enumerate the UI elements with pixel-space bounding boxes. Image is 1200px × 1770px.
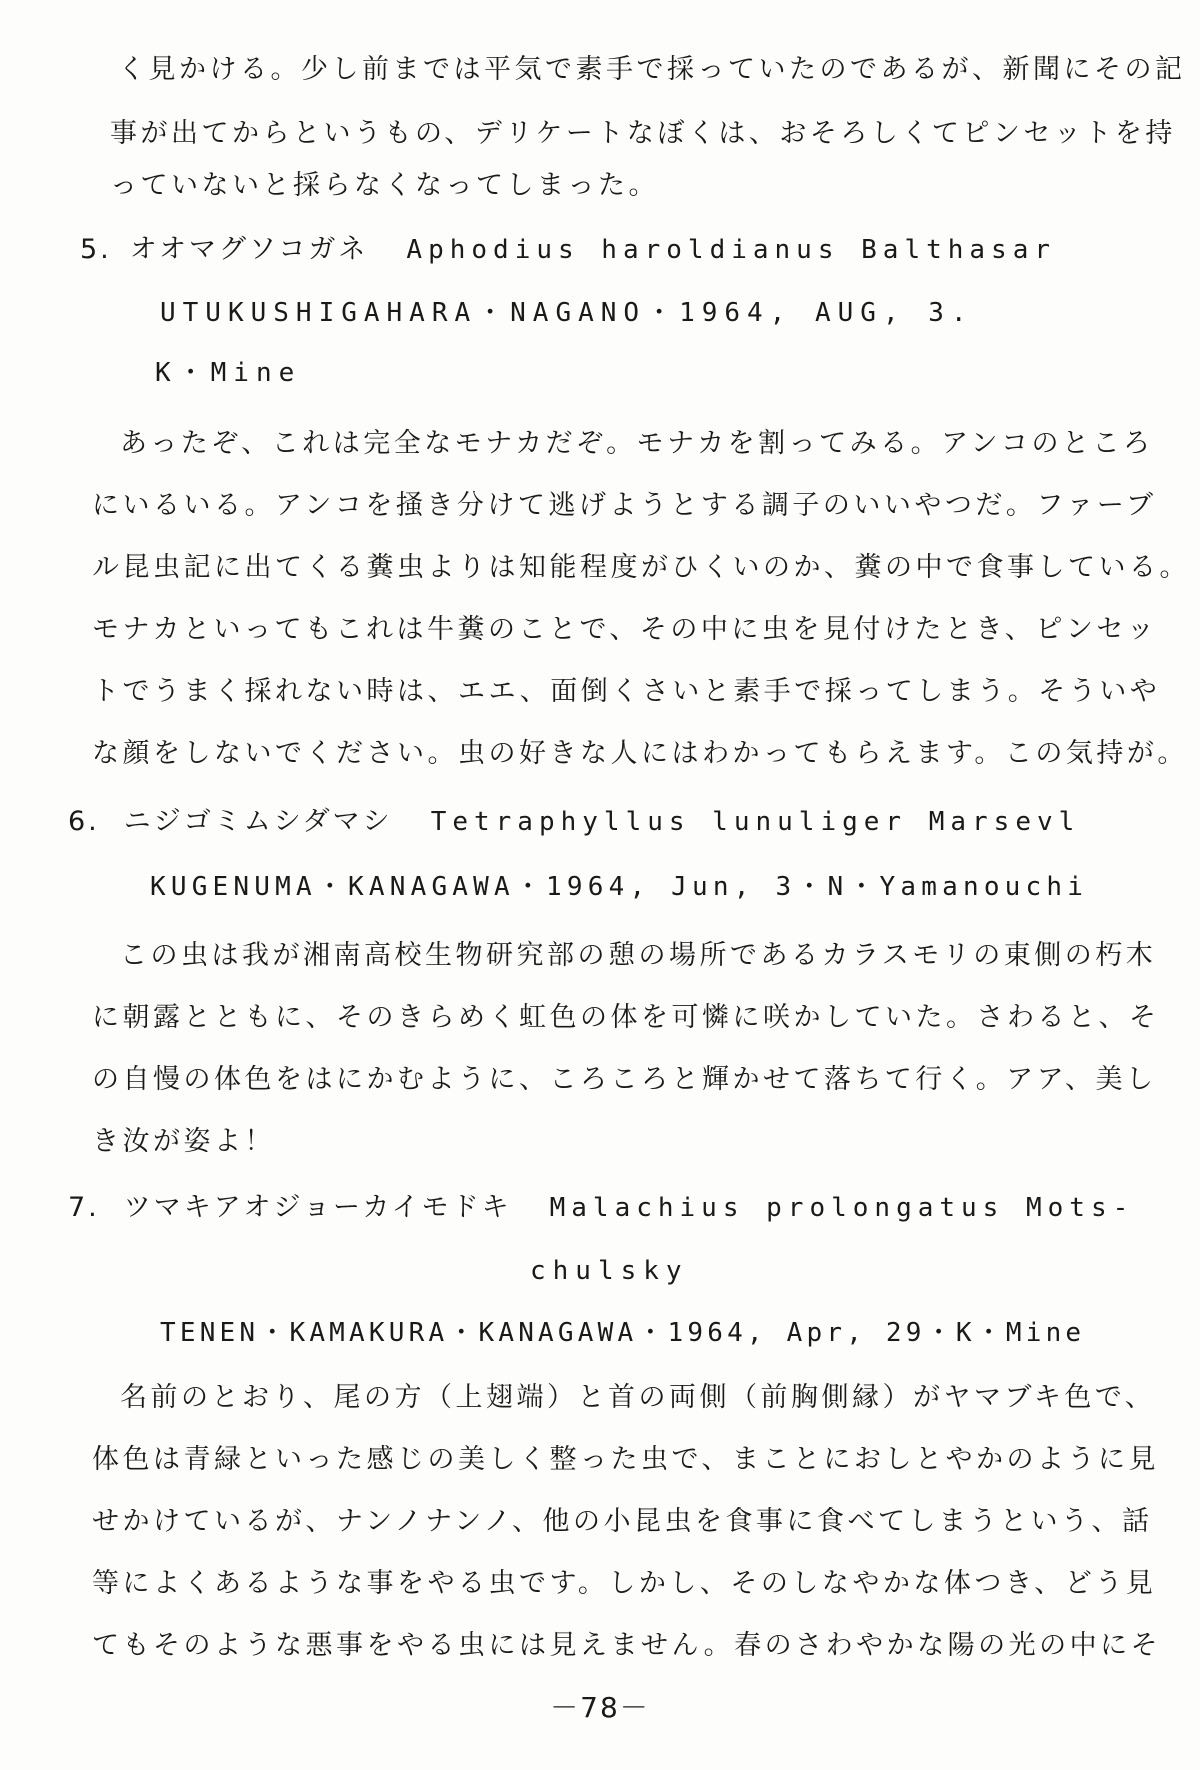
body-line: せかけているが、ナンノナンノ、他の小昆虫を食事に食べてしまうという、話 (92, 1506, 1153, 1537)
body-line: てもそのような悪事をやる虫には見えません。春のさわやかな陽の光の中にそ (92, 1630, 1162, 1661)
body-line: 等によくあるような事をやる虫です。しかし、そのしなやかな体つき、どう見 (92, 1568, 1157, 1599)
collection-data: K・Mine (155, 358, 302, 388)
entry-number: 6. (68, 806, 100, 837)
body-line: ル昆虫記に出てくる糞虫よりは知能程度がひくいのか、糞の中で食事している。 (92, 552, 1190, 583)
intro-line: っていないと採らなくなってしまった。 (110, 170, 659, 201)
entry-heading (68, 808, 1080, 835)
intro-line: く見かける。少し前までは平気で素手で採っていたのであるが、新聞にその記 (118, 54, 1186, 85)
collection-data: KUGENUMA・KANAGAWA・1964, Jun, 3・N・Yamanouchi (150, 872, 1089, 902)
body-line: 名前のとおり、尾の方（上翅端）と首の両側（前胸側縁）がヤマブキ色で、 (120, 1382, 1156, 1413)
body-line: き汝が姿よ！ (92, 1126, 275, 1157)
body-line: トでうまく採れない時は、エエ、面倒くさいと素手で採ってしまう。そういや (92, 676, 1161, 707)
collection-data: TENEN・KAMAKURA・KANAGAWA・1964, Apr, 29・K・Mine (160, 1318, 1086, 1348)
scientific-name: Aphodius haroldianus Balthasar (406, 235, 1057, 265)
body-line: の自慢の体色をはにかむように、ころころと輝かせて落ちて行く。アア、美し (92, 1064, 1157, 1095)
page-number: －78－ (550, 1691, 650, 1724)
collection-data: UTUKUSHIGAHARA・NAGANO・1964, AUG, 3. (160, 298, 974, 328)
japanese-name: ツマキアオジョーカイモドキ (123, 1192, 512, 1223)
entry-number: 7. (68, 1192, 100, 1223)
body-line: モナカといってもこれは牛糞のことで、その中に虫を見付けたとき、ピンセッ (92, 614, 1158, 645)
scientific-name-continued: chulsky (530, 1256, 689, 1286)
intro-line: 事が出てからというもの、デリケートなぼくは、おそろしくてピンセットを持 (110, 118, 1176, 149)
entry-number: 5. (80, 234, 112, 265)
entry-heading (80, 236, 1056, 263)
body-line: な顔をしないでください。虫の好きな人にはわかってもらえます。この気持が。 (92, 738, 1188, 769)
scientific-name: Malachius prolongatus Mots- (549, 1193, 1135, 1223)
body-line: にいるいる。アンコを掻き分けて逃げようとする調子のいいやつだ。ファーブ (92, 490, 1157, 521)
scientific-name: Tetraphyllus lunuliger Marsevl (430, 807, 1081, 837)
body-line: あったぞ、これは完全なモナカだぞ。モナカを割ってみる。アンコのところ (120, 428, 1154, 459)
body-line: 体色は青緑といった感じの美しく整った虫で、まことにおしとやかのように見 (92, 1444, 1159, 1475)
entry-heading (68, 1194, 1134, 1221)
body-line: この虫は我が湘南高校生物研究部の憩の場所であるカラスモリの東側の朽木 (120, 940, 1157, 971)
body-line: に朝露とともに、そのきらめく虹色の体を可憐に咲かしていた。さわると、そ (92, 1002, 1160, 1033)
japanese-name: ニジゴミムシダマシ (123, 806, 393, 837)
japanese-name: オオマグソコガネ (129, 234, 369, 265)
